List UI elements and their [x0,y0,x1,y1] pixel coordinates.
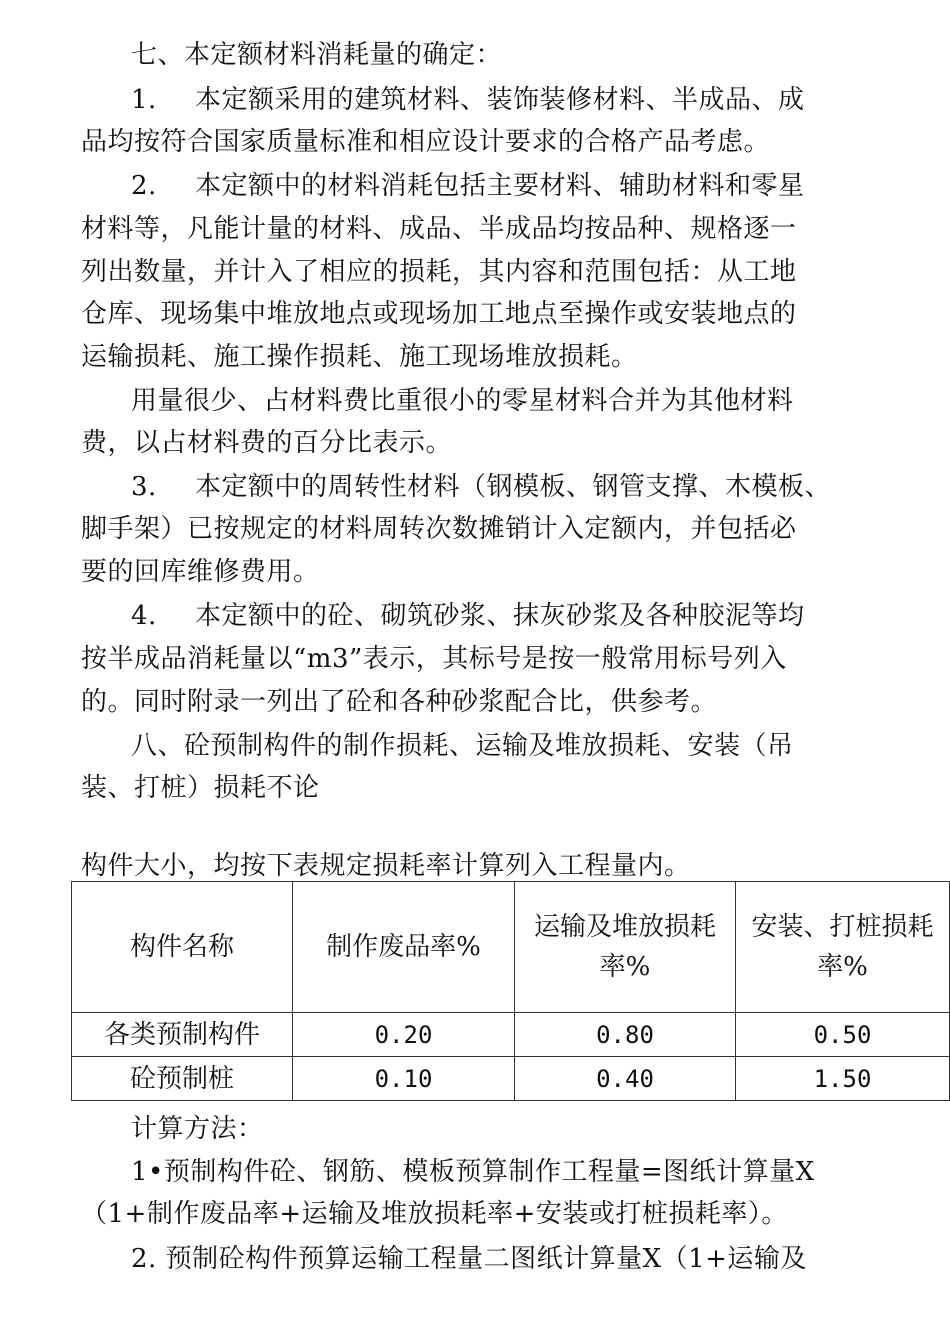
paragraph-text: 本定额中的砼、砌筑砂浆、抹灰砂浆及各种胶泥等均 [195,601,805,631]
header-install-piling-loss-rate: 安装、打桩损耗率% [736,882,950,1013]
cell-production-waste-rate: 0.20 [293,1013,515,1057]
table-row [72,1013,950,1057]
paragraph-3-line-1 [131,467,831,507]
item-number: 4. [131,601,157,631]
item-number: 3. [131,472,157,502]
calc-2-line-1: 2. 预制砼构件预算运输工程量二图纸计算量X（1+运输及 [131,1244,807,1274]
section-7-title: 七、本定额材料消耗量的确定： [131,40,503,70]
paragraph-2-line-2: 材料等，凡能计量的材料、成品、半成品均按品种、规格逐一 [81,214,797,244]
cell-component-name: 各类预制构件 [72,1013,293,1057]
cell-production-waste-rate: 0.10 [293,1057,515,1101]
section-8-line-2: 装、打桩）损耗不论 [81,773,320,803]
paragraph-2-line-4: 仓库、现场集中堆放地点或现场加工地点至操作或安装地点的 [81,299,797,329]
paragraph-text: 本定额中的周转性材料（钢模板、钢管支撑、木模板、 [195,472,832,502]
paragraph-4-line-1 [131,596,805,636]
paragraph-2-line-1 [131,166,805,206]
table-row [72,1057,950,1101]
paragraph-4-line-3: 的。同时附录一列出了砼和各种砂浆配合比，供参考。 [81,687,718,717]
paragraph-2b-line-1: 用量很少、占材料费比重很小的零星材料合并为其他材料 [131,386,794,416]
section-8-line-3: 构件大小，均按下表规定损耗率计算列入工程量内。 [81,851,691,881]
loss-rate-table [71,881,950,1101]
paragraph-3-line-2: 脚手架）已按规定的材料周转次数摊销计入定额内，并包括必 [81,514,797,544]
cell-install-piling-loss-rate: 1.50 [736,1057,950,1101]
paragraph-1-line-2: 品均按符合国家质量标准和相应设计要求的合格产品考虑。 [81,127,771,157]
paragraph-2-line-3: 列出数量，并计入了相应的损耗，其内容和范围包括：从工地 [81,257,797,287]
cell-component-name: 砼预制桩 [72,1057,293,1101]
calc-method-title: 计算方法： [131,1114,264,1144]
table-header-row [72,882,950,1013]
cell-install-piling-loss-rate: 0.50 [736,1013,950,1057]
paragraph-4-line-2: 按半成品消耗量以“m3”表示，其标号是按一般常用标号列入 [81,644,787,674]
item-number: 2. [131,171,157,201]
paragraph-1-line-1 [131,80,805,120]
paragraph-2-line-5: 运输损耗、施工操作损耗、施工现场堆放损耗。 [81,342,638,372]
calc-1-line-2: （1+制作废品率+运输及堆放损耗率+安装或打桩损耗率）。 [81,1199,788,1229]
header-component-name: 构件名称 [72,882,293,1013]
section-8-line-1: 八、砼预制构件的制作损耗、运输及堆放损耗、安装（吊 [131,731,794,761]
cell-transport-storage-loss-rate: 0.40 [515,1057,736,1101]
paragraph-2b-line-2: 费，以占材料费的百分比表示。 [81,428,453,458]
calc-1-line-1: 1•预制构件砼、钢筋、模板预算制作工程量=图纸计算量X [131,1157,815,1187]
paragraph-text: 本定额采用的建筑材料、装饰装修材料、半成品、成 [195,85,805,115]
cell-transport-storage-loss-rate: 0.80 [515,1013,736,1057]
header-transport-storage-loss-rate: 运输及堆放损耗率% [515,882,736,1013]
item-number: 1. [131,85,157,115]
paragraph-text: 本定额中的材料消耗包括主要材料、辅助材料和零星 [195,171,805,201]
paragraph-3-line-3: 要的回库维修费用。 [81,557,320,587]
header-production-waste-rate: 制作废品率% [293,882,515,1013]
